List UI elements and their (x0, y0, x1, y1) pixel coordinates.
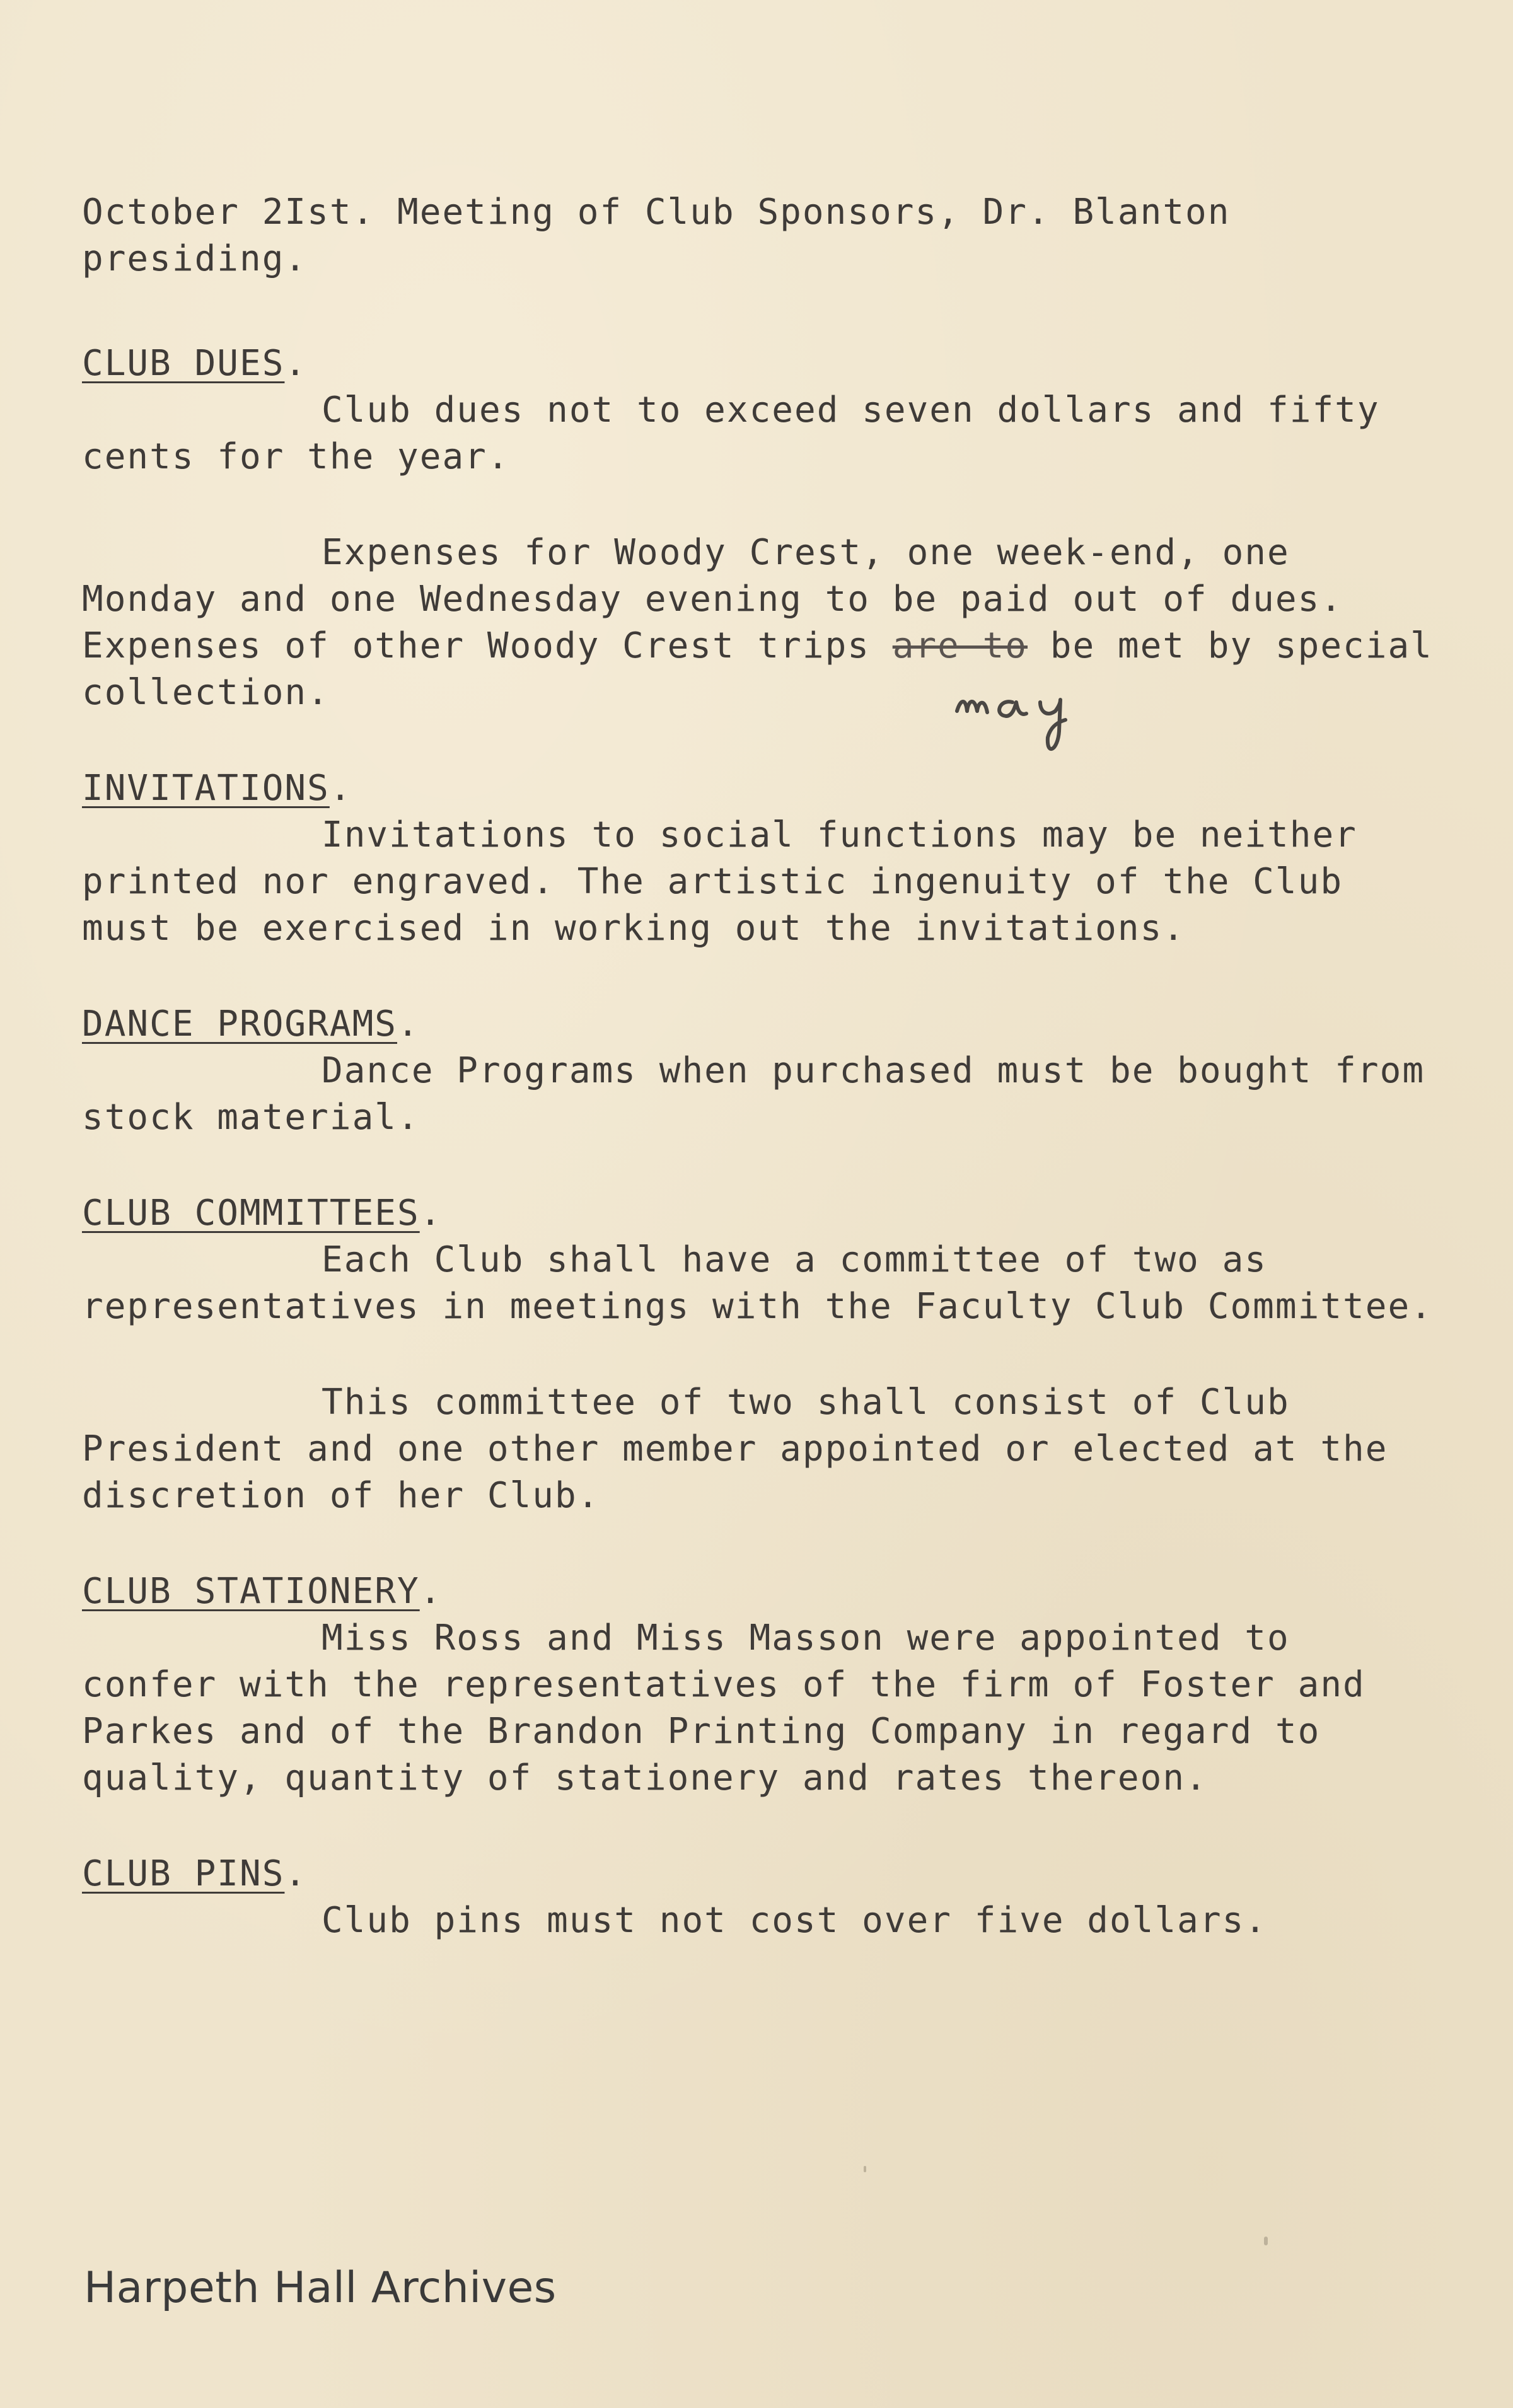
section-paragraph: Invitations to social functions may be neither printed nor engraved. The artistic ingenuity of the Club must be exercised in working out the invitations. (82, 814, 1357, 949)
section-heading-text: CLUB DUES (82, 343, 285, 384)
section-heading-text: CLUB STATIONERY (82, 1571, 420, 1612)
section-paragraph: Club dues not to exceed seven dollars and fifty cents for the year. (82, 390, 1380, 477)
section-heading: DANCE PROGRAMS. (82, 1004, 420, 1045)
expenses-text-after: be met by special collection. (82, 625, 1433, 713)
struck-out-text: are to (892, 625, 1028, 666)
section-heading-text: INVITATIONS (82, 768, 330, 809)
paper-speck (864, 2166, 866, 2172)
section-heading: CLUB PINS. (82, 1853, 308, 1894)
expenses-text-before: Expenses for Woody Crest, one week-end, one Monday and one Wednesday evening to be paid out of dues. Expenses of other Woody Crest trips (82, 532, 1343, 666)
typed-text-block (82, 189, 1437, 1993)
section-invitations (82, 765, 1437, 952)
section-paragraph: Club pins must not cost over five dollars. (322, 1900, 1268, 1941)
section-heading-text: CLUB PINS (82, 1853, 285, 1894)
section-paragraph: This committee of two shall consist of Club President and one other member appointed or elected at the discretion of her Club. (82, 1382, 1388, 1516)
archive-watermark: Harpeth Hall Archives (84, 2263, 557, 2313)
section-club-dues (82, 340, 1437, 716)
handwritten-may-annotation (952, 662, 1116, 756)
section-heading: CLUB STATIONERY. (82, 1571, 443, 1612)
section-paragraph: Each Club shall have a committee of two as representatives in meetings with the Faculty Club Committee. (82, 1239, 1433, 1327)
section-heading-text: DANCE PROGRAMS (82, 1004, 398, 1045)
section-club-stationery (82, 1568, 1437, 1802)
section-paragraph: Miss Ross and Miss Masson were appointed to confer with the representatives of the firm of Foster and Parkes and of the Brandon Printing Company in regard to quality, quantity of stationery and rates thereon. (82, 1618, 1365, 1798)
section-heading: CLUB DUES. (82, 343, 308, 384)
section-heading: CLUB COMMITTEES. (82, 1193, 443, 1234)
section-heading-text: CLUB COMMITTEES (82, 1193, 420, 1234)
meeting-opening: October 2Ist. Meeting of Club Sponsors, Dr. Blanton presiding. (82, 192, 1231, 279)
section-club-pins (82, 1851, 1437, 1944)
section-paragraph-expenses (82, 530, 1437, 716)
section-club-committees (82, 1190, 1437, 1519)
section-heading: INVITATIONS. (82, 768, 352, 809)
paper-speck (1264, 2237, 1268, 2245)
section-paragraph: Dance Programs when purchased must be bought from stock material. (82, 1050, 1425, 1138)
section-dance-programs (82, 1001, 1437, 1141)
